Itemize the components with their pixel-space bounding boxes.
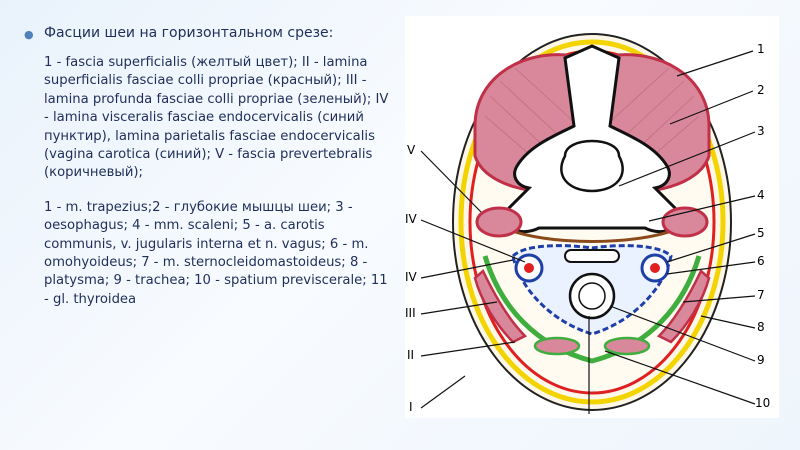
label-IV-upper: IV xyxy=(405,212,417,226)
label-5: 5 xyxy=(757,226,765,240)
label-I: I xyxy=(409,400,413,414)
neck-cross-section-diagram xyxy=(405,16,779,418)
label-9: 9 xyxy=(757,353,765,367)
infrahyoid-muscle-right xyxy=(605,338,649,354)
neck-cross-section-figure xyxy=(405,16,779,418)
text-column xyxy=(24,24,396,309)
label-4: 4 xyxy=(757,188,765,202)
label-II: II xyxy=(407,348,415,362)
label-7: 7 xyxy=(757,288,765,302)
label-8: 8 xyxy=(757,320,765,334)
structure-legend-paragraph: 1 - m. trapezius;2 - глубокие мышцы шеи; 3 - oesophagus; 4 - mm. scaleni; 5 - a. carotis communis, v. jugularis interna et n. vagus; 6 - m. omohyoideus; 7 - m. sternocleidomastoideus; 8 - platysma; 9 - trachea; 10 - spatium previscerale; 11 - gl. thyroidea xyxy=(44,199,388,307)
scalene-left xyxy=(477,208,521,236)
label-IV-lower: IV xyxy=(405,270,417,284)
label-III: III xyxy=(405,306,416,320)
carotid-artery-left xyxy=(524,263,534,273)
fascia-legend-paragraph: 1 - fascia superficialis (желтый цвет); II - lamina superficialis fasciae colli propriae (красный); III - lamina profunda fasciae colli propriae (зеленый); IV - lamina visceralis fasciae endocervicalis (синий пунктир), lamina parietalis fasciae endocervicalis (vagina carotica (синий); V - fascia prevertebralis (коричневый); xyxy=(44,55,389,181)
bullet-title: Фасции шеи на горизонтальном срезе: xyxy=(44,25,334,41)
bullet-icon: ● xyxy=(24,28,34,41)
label-V: V xyxy=(407,143,416,157)
label-1: 1 xyxy=(757,42,765,56)
label-10: 10 xyxy=(755,396,771,410)
label-3: 3 xyxy=(757,124,765,138)
label-2: 2 xyxy=(757,83,765,97)
label-6: 6 xyxy=(757,254,765,268)
oesophagus xyxy=(565,250,619,262)
spinal-canal xyxy=(561,141,622,191)
trachea-lumen xyxy=(579,283,605,309)
infrahyoid-muscle-left xyxy=(535,338,579,354)
bullet-item xyxy=(24,24,396,44)
carotid-artery-right xyxy=(650,263,660,273)
